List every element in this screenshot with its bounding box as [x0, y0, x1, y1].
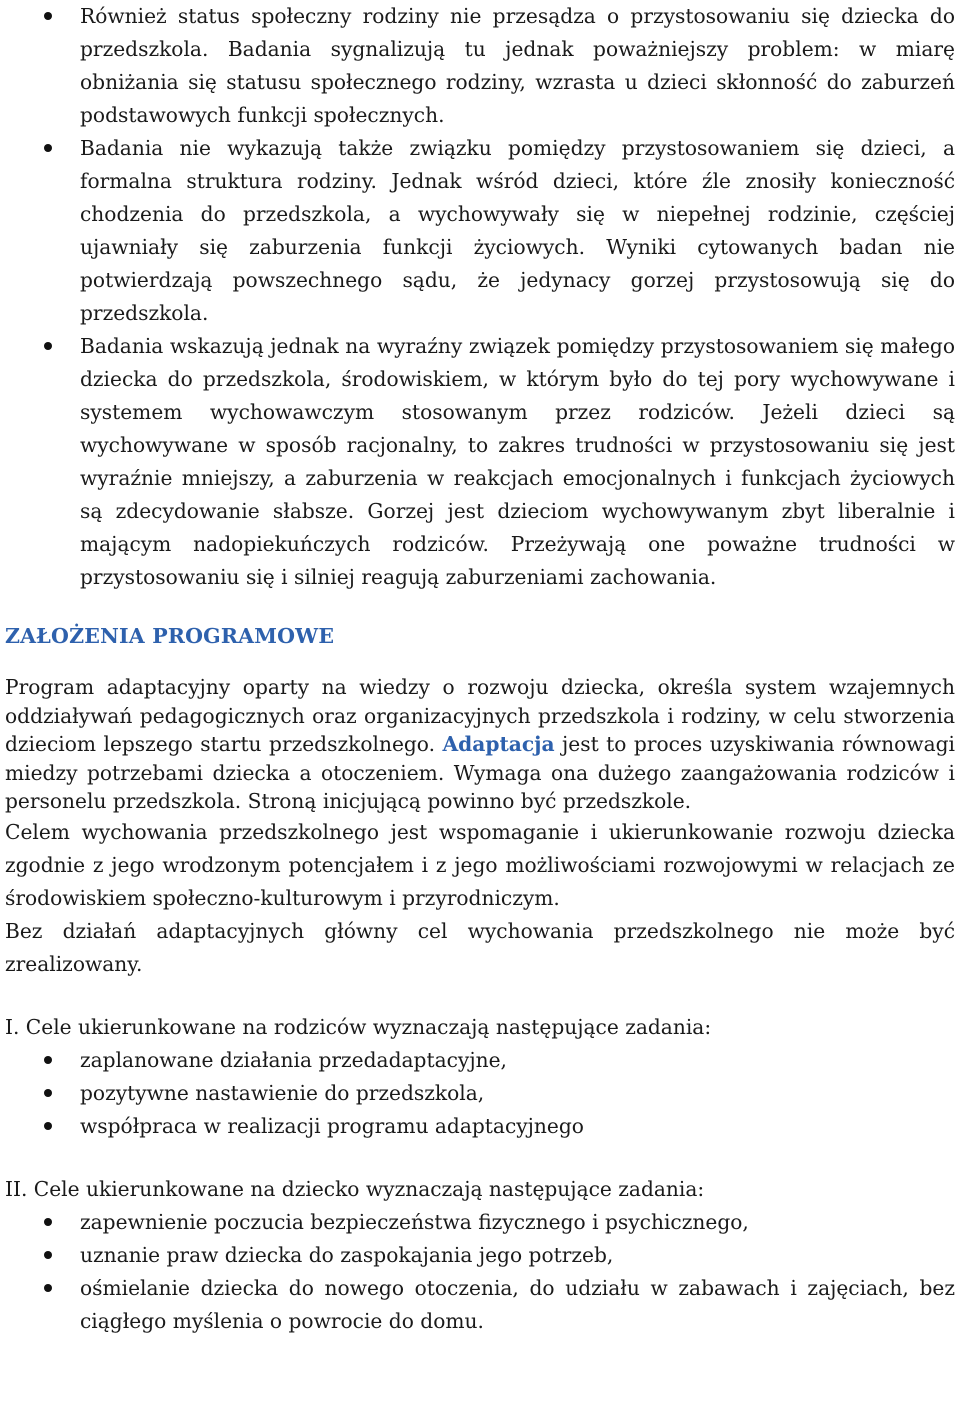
list-item	[5, 1077, 955, 1110]
bullet-text: Badania nie wykazują także związku pomiędzy przystosowaniem się dzieci, a formalna struktura rodziny. Jednak wśród dzieci, które źle znosiły konieczność chodzenia do przedszkola, a wychowywały się w niepełnej rodzinie, częściej ujawniały się zaburzenia funkcji życiowych. Wyniki cytowanych badan nie potwierdzają powszechnego sądu, że jedynacy gorzej przystosowują się do przedszkola.	[80, 136, 955, 325]
bullet-icon	[44, 144, 52, 152]
bullet-icon	[44, 1056, 52, 1064]
bullet-icon	[44, 12, 52, 20]
program-intro-continuation: jest to proces uzyskiwania równowagi miedzy potrzebami dziecka a otoczeniem. Wymaga ona dużego zaangażowania rodziców i personelu przedszkola. Stroną inicjującą powinno być przedszkole.	[5, 732, 955, 813]
bullet-icon	[44, 1284, 52, 1292]
bullet-text: ośmielanie dziecka do nowego otoczenia, do udziału w zabawach i zajęciach, bez ciągłego myślenia o powrocie do domu.	[80, 1275, 955, 1333]
bullet-text: pozytywne nastawienie do przedszkola,	[80, 1080, 485, 1105]
section-heading: ZAŁOŻENIA PROGRAMOWE	[5, 624, 335, 648]
bullet-text: Badania wskazują jednak na wyraźny związek pomiędzy przystosowaniem się małego dziecka do przedszkola, środowiskiem, w którym było do tej pory wychowywane i systemem wychowawczym stosowanym przez rodziców. Jeżeli dzieci są wychowywane w sposób racjonalny, to zakres trudności w przystosowaniu się jest wyraźnie mniejszy, a zaburzenia w reakcjach emocjonalnych i funkcjach życiowych są zdecydowanie słabsze. Gorzej jest dzieciom wychowywanym zbyt liberalnie i mającym nadopiekuńczych rodziców. Przeżywają one poważne trudności w przystosowaniu się i silniej reagują zaburzeniami zachowania.	[80, 334, 955, 589]
parents-goals-title: I. Cele ukierunkowane na rodziców wyznaczają następujące zadania:	[5, 1014, 712, 1039]
bullet-text: uznanie praw dziecka do zaspokajania jego potrzeb,	[80, 1242, 614, 1267]
program-intro-text: Program adaptacyjny oparty na wiedzy o rozwoju dziecka, określa system wzajemnych oddziaływań pedagogicznych oraz organizacyjnych przedszkola i rodziny, w celu stworzenia dzieciom lepszego startu przedszkolnego.	[5, 675, 955, 756]
list-item	[5, 1239, 955, 1272]
list-item	[5, 1110, 955, 1143]
bullet-text: zapewnienie poczucia bezpieczeństwa fizycznego i psychicznego,	[80, 1209, 749, 1234]
bullet-text: zaplanowane działania przedadaptacyjne,	[80, 1047, 507, 1072]
bullet-text: współpraca w realizacji programu adaptacyjnego	[80, 1113, 584, 1138]
child-goals-title: II. Cele ukierunkowane na dziecko wyznaczają następujące zadania:	[5, 1176, 705, 1201]
parents-goals-list	[5, 1044, 955, 1143]
no-adaptation-paragraph: Bez działań adaptacyjnych główny cel wychowania przedszkolnego nie może być zrealizowany.	[5, 918, 955, 976]
bullet-icon	[44, 1122, 52, 1130]
bullet-icon	[44, 342, 52, 350]
research-bullet-list	[5, 0, 955, 594]
list-item	[5, 1206, 955, 1239]
bullet-text: Również status społeczny rodziny nie przesądza o przystosowaniu się dziecka do przedszkola. Badania sygnalizują tu jednak poważniejszy problem: w miarę obniżania się statusu społecznego rodziny, wzrasta u dzieci skłonność do zaburzeń podstawowych funkcji społecznych.	[80, 4, 955, 127]
list-item	[5, 132, 955, 330]
bullet-icon	[44, 1089, 52, 1097]
list-item	[5, 0, 955, 132]
adaptation-highlight: Adaptacja	[442, 732, 555, 756]
list-item	[5, 330, 955, 594]
bullet-icon	[44, 1218, 52, 1226]
bullet-icon	[44, 1251, 52, 1259]
goal-paragraph: Celem wychowania przedszkolnego jest wspomaganie i ukierunkowanie rozwoju dziecka zgodnie z jego wrodzonym potencjałem i z jego możliwościami rozwojowymi w relacjach ze środowiskiem społeczno-kulturowym i przyrodniczym.	[5, 819, 955, 910]
list-item	[5, 1272, 955, 1338]
child-goals-list	[5, 1206, 955, 1338]
list-item	[5, 1044, 955, 1077]
program-intro-paragraph	[5, 673, 955, 816]
